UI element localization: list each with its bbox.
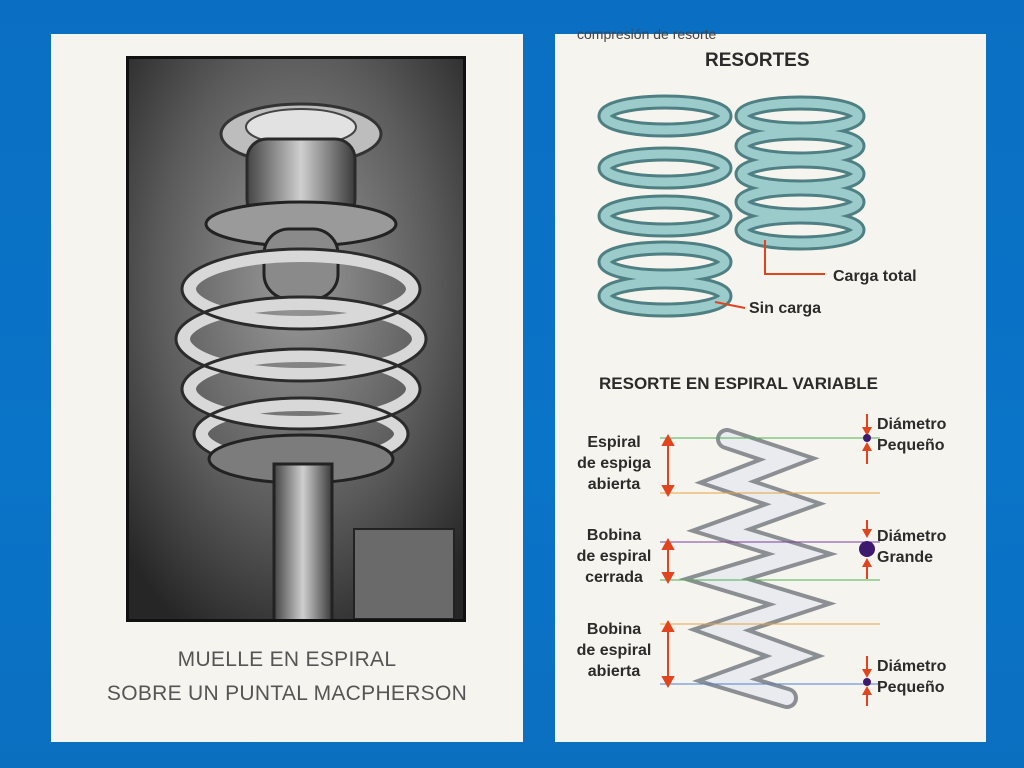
left-panel — [51, 34, 523, 742]
full-load-label: Carga total — [833, 268, 917, 285]
no-load-label: Sin carga — [749, 300, 822, 317]
strut-illustration — [129, 59, 463, 619]
variable-spring — [717, 439, 800, 698]
caption-line-1: MUELLE EN ESPIRAL — [177, 648, 397, 671]
left-arrows — [663, 436, 673, 686]
right-diameter-markers — [859, 414, 875, 706]
closed-coil-label: Bobina de espiral cerrada — [576, 527, 652, 586]
loaded-spring — [742, 103, 858, 243]
open-end-coil-label: Espiral de espiga abierta — [577, 434, 651, 493]
open-coil-label: Bobina de espiral abierta — [576, 621, 652, 680]
small-diameter-bottom-label: Diámetro Pequeño — [877, 658, 947, 696]
unloaded-spring — [605, 102, 725, 310]
cropped-top-text: compresión de resorte — [577, 26, 717, 42]
macpherson-strut-photo — [126, 56, 466, 622]
small-diameter-top-label: Diámetro Pequeño — [877, 416, 947, 454]
springs-title: RESORTES — [705, 50, 810, 71]
caption-line-2: SOBRE UN PUNTAL MACPHERSON — [106, 682, 468, 705]
large-diameter-label: Diámetro Grande — [877, 528, 947, 566]
variable-spring-title: RESORTE EN ESPIRAL VARIABLE — [599, 374, 878, 393]
right-panel — [555, 26, 986, 742]
